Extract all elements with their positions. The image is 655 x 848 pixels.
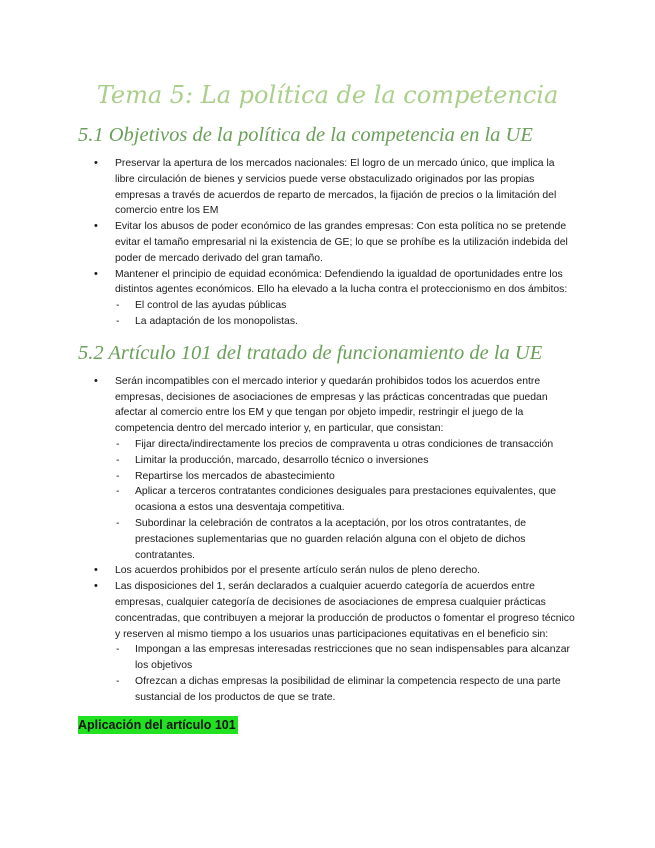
highlighted-heading: Aplicación del artículo 101 (78, 717, 236, 732)
sub-list-item: - Limitar la producción, marcado, desarrollo técnico o inversiones (115, 453, 577, 469)
bullet-text: Serán incompatibles con el mercado interior y quedarán prohibidos todos los acuerdos entre empresas, decisiones de asociaciones de empresas y las prácticas concentradas que puedan afectar al comercio entre los EM y que tengan por objeto impedir, restringir el juego de la competencia dentro del mercado interior y, en particular, que consistan: (115, 375, 548, 435)
sub-list-item: - Fijar directa/indirectamente los precios de compraventa u otras condiciones de transacción (115, 437, 577, 453)
list-item (78, 374, 577, 564)
sub-list-item: - Aplicar a terceros contratantes condiciones desiguales para prestaciones equivalentes, que ocasiona a estos una desventaja competitiva. (115, 484, 577, 516)
highlight-heading-row (78, 716, 577, 734)
sub-list (115, 642, 577, 705)
sub-list-item: - Subordinar la celebración de contratos a la aceptación, por los otros contratantes, de prestaciones suplementarias que no guarden relación alguna con el objeto de dichos contratantes. (115, 516, 577, 563)
section-heading-objetivos: 5.1 Objetivos de la política de la competencia en la UE (78, 124, 533, 146)
bullet-text: Las disposiciones del 1, serán declarados a cualquier acuerdo categoría de acuerdos entre empresas, cualquier categoría de decisiones de asociaciones de empresa cualquier prácticas concentradas, que contribuyen a mejorar la producción de productos o fomentar el progreso técnico y reserven al mismo tiempo a los usuarios unas participaciones equitativas en el beneficio sin: (115, 581, 575, 640)
list-item (78, 579, 577, 705)
bullet-text: Los acuerdos prohibidos por el presente artículo serán nulos de pleno derecho. (115, 565, 481, 577)
objetivos-list (78, 156, 577, 330)
sub-list-item: - La adaptación de los monopolistas. (115, 314, 577, 330)
bullet-text: Preservar la apertura de los mercados nacionales: El logro de un mercado único, que implica la libre circulación de bienes y servicios puede verse obstaculizado originados por las propias empresas a través de acuerdos de reparto de mercados, la fijación de precios o la limitación del comercio entre los EM (115, 158, 557, 217)
sub-list (115, 298, 577, 330)
sub-list-item: - El control de las ayudas públicas (115, 298, 577, 314)
bullet-text: Mantener el principio de equidad económica: Defendiendo la igualdad de oportunidades entre los distintos agentes económicos. Ello ha elevado a la lucha contra el proteccionismo en dos ámbitos: (115, 268, 568, 296)
list-item (78, 563, 577, 579)
sub-list-item: - Impongan a las empresas interesadas restricciones que no sean indispensables para alcanzar los objetivos (115, 642, 577, 674)
bullet-text: Evitar los abusos de poder económico de las grandes empresas: Con esta política no se pretende evitar el tamaño empresarial ni la existencia de GE; lo que se prohíbe es la utilización indebida del poder de mercado derivado del gran tamaño. (115, 221, 568, 264)
list-item (78, 267, 577, 330)
sub-list (115, 437, 577, 563)
list-item (78, 219, 577, 266)
document-title: Tema 5: La política de la competencia (96, 81, 559, 109)
articulo-101-list (78, 374, 577, 706)
section-heading-articulo-101: 5.2 Artículo 101 del tratado de funcionamiento de la UE (78, 341, 543, 364)
sub-list-item: - Ofrezcan a dichas empresas la posibilidad de eliminar la competencia respecto de una parte sustancial de los productos de que se trate. (115, 674, 577, 706)
list-item (78, 156, 577, 219)
sub-list-item: - Repartirse los mercados de abastecimiento (115, 469, 577, 485)
